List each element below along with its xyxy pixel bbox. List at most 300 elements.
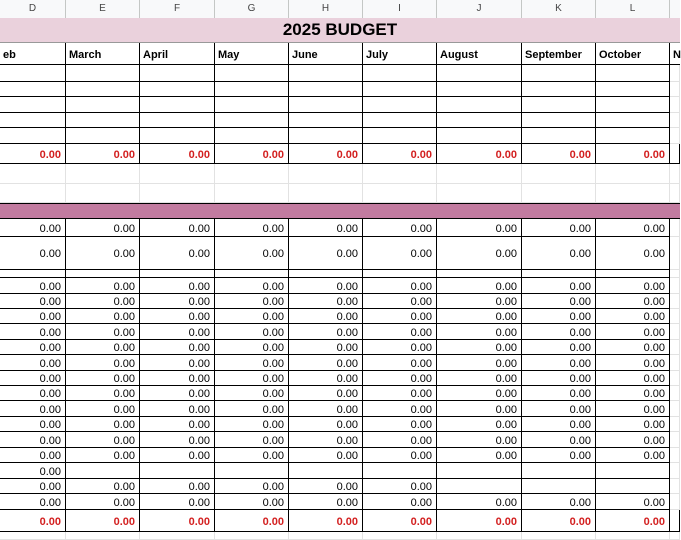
budget-cell[interactable] xyxy=(522,97,596,113)
budget-cell[interactable] xyxy=(215,65,289,82)
budget-cell[interactable]: 0.00 xyxy=(215,340,289,355)
budget-cell[interactable]: 0.00 xyxy=(289,448,363,463)
budget-cell[interactable] xyxy=(596,270,670,278)
column-letter-i[interactable]: I xyxy=(363,0,437,18)
budget-cell[interactable] xyxy=(670,463,680,479)
budget-cell[interactable] xyxy=(215,113,289,128)
budget-cell[interactable]: 0.00 xyxy=(66,355,140,371)
budget-cell[interactable]: 0.00 xyxy=(140,237,215,270)
budget-cell[interactable]: 0.00 xyxy=(215,278,289,294)
budget-cell[interactable] xyxy=(289,184,363,203)
budget-cell[interactable] xyxy=(670,144,680,164)
budget-cell[interactable] xyxy=(670,97,680,113)
budget-cell[interactable]: 0.00 xyxy=(140,340,215,355)
budget-cell[interactable] xyxy=(670,113,680,128)
budget-cell[interactable]: 0.00 xyxy=(596,417,670,432)
budget-cell[interactable]: 0.00 xyxy=(596,309,670,324)
month-header[interactable]: June xyxy=(289,43,363,65)
month-header[interactable]: N xyxy=(670,43,680,65)
budget-cell[interactable] xyxy=(522,113,596,128)
budget-cell[interactable] xyxy=(437,270,522,278)
month-header[interactable]: October xyxy=(596,43,670,65)
month-header[interactable]: May xyxy=(215,43,289,65)
budget-cell[interactable] xyxy=(670,65,680,82)
budget-cell[interactable]: 0.00 xyxy=(289,432,363,448)
budget-cell[interactable]: 0.00 xyxy=(522,448,596,463)
budget-cell[interactable]: 0.00 xyxy=(66,324,140,340)
budget-cell[interactable]: 0.00 xyxy=(140,294,215,309)
budget-cell[interactable] xyxy=(670,355,680,371)
budget-cell[interactable] xyxy=(670,82,680,97)
budget-cell[interactable]: 0.00 xyxy=(522,432,596,448)
budget-cell[interactable]: 0.00 xyxy=(522,324,596,340)
budget-cell[interactable]: 0.00 xyxy=(66,340,140,355)
budget-cell[interactable]: 0.00 xyxy=(140,510,215,532)
budget-cell[interactable]: 0.00 xyxy=(140,278,215,294)
budget-cell[interactable]: 0.00 xyxy=(522,219,596,237)
budget-cell[interactable]: 0.00 xyxy=(596,371,670,386)
budget-cell[interactable]: 0.00 xyxy=(140,494,215,510)
budget-cell[interactable]: 0.00 xyxy=(596,494,670,510)
budget-cell[interactable] xyxy=(66,113,140,128)
budget-cell[interactable]: 0.00 xyxy=(66,479,140,494)
budget-cell[interactable]: 0.00 xyxy=(140,309,215,324)
budget-cell[interactable] xyxy=(66,164,140,184)
budget-cell[interactable] xyxy=(437,113,522,128)
budget-cell[interactable] xyxy=(596,128,670,144)
budget-cell[interactable]: 0.00 xyxy=(596,144,670,164)
budget-cell[interactable]: 0.00 xyxy=(596,278,670,294)
budget-cell[interactable]: 0.00 xyxy=(437,219,522,237)
budget-cell[interactable] xyxy=(215,128,289,144)
budget-cell[interactable]: 0.00 xyxy=(140,355,215,371)
budget-cell[interactable]: 0.00 xyxy=(437,371,522,386)
budget-cell[interactable]: 0.00 xyxy=(363,278,437,294)
budget-cell[interactable] xyxy=(522,164,596,184)
budget-cell[interactable] xyxy=(140,532,215,540)
budget-cell[interactable] xyxy=(289,164,363,184)
budget-cell[interactable] xyxy=(289,128,363,144)
budget-cell[interactable]: 0.00 xyxy=(522,294,596,309)
budget-cell[interactable] xyxy=(66,65,140,82)
budget-cell[interactable]: 0.00 xyxy=(215,494,289,510)
budget-cell[interactable] xyxy=(670,417,680,432)
budget-cell[interactable]: 0.00 xyxy=(363,386,437,401)
budget-cell[interactable]: 0.00 xyxy=(66,432,140,448)
column-letter-d[interactable]: D xyxy=(0,0,66,18)
budget-cell[interactable]: 0.00 xyxy=(0,386,66,401)
budget-cell[interactable]: 0.00 xyxy=(215,479,289,494)
column-letter-j[interactable]: J xyxy=(437,0,522,18)
budget-cell[interactable]: 0.00 xyxy=(522,355,596,371)
budget-cell[interactable] xyxy=(437,479,522,494)
budget-cell[interactable] xyxy=(596,65,670,82)
budget-cell[interactable] xyxy=(289,97,363,113)
budget-cell[interactable]: 0.00 xyxy=(140,417,215,432)
month-header[interactable]: August xyxy=(437,43,522,65)
budget-cell[interactable]: 0.00 xyxy=(215,386,289,401)
column-letter-k[interactable]: K xyxy=(522,0,596,18)
month-header[interactable]: April xyxy=(140,43,215,65)
budget-cell[interactable]: 0.00 xyxy=(363,324,437,340)
budget-cell[interactable]: 0.00 xyxy=(437,144,522,164)
budget-cell[interactable]: 0.00 xyxy=(522,278,596,294)
budget-cell[interactable]: 0.00 xyxy=(596,355,670,371)
budget-cell[interactable]: 0.00 xyxy=(289,309,363,324)
budget-cell[interactable] xyxy=(215,184,289,203)
budget-cell[interactable]: 0.00 xyxy=(140,479,215,494)
budget-cell[interactable] xyxy=(66,82,140,97)
budget-cell[interactable]: 0.00 xyxy=(0,294,66,309)
budget-cell[interactable] xyxy=(363,463,437,479)
budget-cell[interactable]: 0.00 xyxy=(437,417,522,432)
budget-cell[interactable] xyxy=(0,532,66,540)
budget-cell[interactable]: 0.00 xyxy=(66,494,140,510)
month-header[interactable]: eb xyxy=(0,43,66,65)
budget-cell[interactable] xyxy=(670,494,680,510)
budget-cell[interactable]: 0.00 xyxy=(596,401,670,417)
budget-cell[interactable] xyxy=(215,270,289,278)
column-letter-e[interactable]: E xyxy=(66,0,140,18)
budget-cell[interactable] xyxy=(66,532,140,540)
budget-cell[interactable] xyxy=(437,82,522,97)
budget-cell[interactable] xyxy=(596,113,670,128)
budget-cell[interactable]: 0.00 xyxy=(215,324,289,340)
budget-cell[interactable] xyxy=(670,432,680,448)
budget-cell[interactable]: 0.00 xyxy=(522,237,596,270)
budget-cell[interactable]: 0.00 xyxy=(363,309,437,324)
budget-cell[interactable]: 0.00 xyxy=(66,386,140,401)
budget-cell[interactable] xyxy=(670,401,680,417)
budget-cell[interactable]: 0.00 xyxy=(0,324,66,340)
budget-cell[interactable] xyxy=(140,184,215,203)
budget-cell[interactable] xyxy=(0,164,66,184)
budget-cell[interactable]: 0.00 xyxy=(363,479,437,494)
budget-cell[interactable] xyxy=(670,128,680,144)
budget-cell[interactable]: 0.00 xyxy=(437,294,522,309)
budget-cell[interactable]: 0.00 xyxy=(289,386,363,401)
budget-cell[interactable] xyxy=(363,97,437,113)
budget-cell[interactable]: 0.00 xyxy=(215,309,289,324)
budget-cell[interactable] xyxy=(140,82,215,97)
column-letter-f[interactable]: F xyxy=(140,0,215,18)
budget-cell[interactable]: 0.00 xyxy=(140,371,215,386)
budget-cell[interactable]: 0.00 xyxy=(289,237,363,270)
budget-cell[interactable]: 0.00 xyxy=(437,510,522,532)
budget-cell[interactable]: 0.00 xyxy=(522,340,596,355)
budget-cell[interactable]: 0.00 xyxy=(363,355,437,371)
budget-cell[interactable]: 0.00 xyxy=(289,355,363,371)
budget-cell[interactable] xyxy=(670,532,680,540)
budget-cell[interactable]: 0.00 xyxy=(0,278,66,294)
column-letter-l[interactable]: L xyxy=(596,0,670,18)
budget-cell[interactable]: 0.00 xyxy=(0,432,66,448)
budget-cell[interactable] xyxy=(522,270,596,278)
budget-cell[interactable] xyxy=(363,184,437,203)
budget-cell[interactable]: 0.00 xyxy=(437,237,522,270)
budget-cell[interactable] xyxy=(0,184,66,203)
budget-cell[interactable]: 0.00 xyxy=(215,448,289,463)
budget-cell[interactable] xyxy=(670,448,680,463)
budget-cell[interactable]: 0.00 xyxy=(522,510,596,532)
budget-cell[interactable]: 0.00 xyxy=(289,278,363,294)
budget-cell[interactable] xyxy=(437,164,522,184)
budget-cell[interactable]: 0.00 xyxy=(140,219,215,237)
budget-cell[interactable] xyxy=(670,294,680,309)
budget-cell[interactable] xyxy=(215,82,289,97)
budget-cell[interactable]: 0.00 xyxy=(522,371,596,386)
budget-cell[interactable] xyxy=(140,164,215,184)
budget-cell[interactable] xyxy=(0,97,66,113)
budget-cell[interactable]: 0.00 xyxy=(0,355,66,371)
budget-cell[interactable] xyxy=(289,463,363,479)
budget-cell[interactable]: 0.00 xyxy=(289,219,363,237)
budget-cell[interactable] xyxy=(363,164,437,184)
budget-cell[interactable]: 0.00 xyxy=(363,448,437,463)
budget-cell[interactable] xyxy=(215,97,289,113)
budget-cell[interactable]: 0.00 xyxy=(596,386,670,401)
budget-cell[interactable]: 0.00 xyxy=(363,371,437,386)
budget-cell[interactable] xyxy=(0,82,66,97)
budget-cell[interactable]: 0.00 xyxy=(215,401,289,417)
budget-cell[interactable] xyxy=(522,128,596,144)
budget-cell[interactable] xyxy=(670,510,680,532)
budget-cell[interactable]: 0.00 xyxy=(437,401,522,417)
budget-cell[interactable]: 0.00 xyxy=(215,510,289,532)
budget-cell[interactable]: 0.00 xyxy=(363,401,437,417)
budget-cell[interactable]: 0.00 xyxy=(289,324,363,340)
budget-cell[interactable]: 0.00 xyxy=(66,309,140,324)
budget-cell[interactable]: 0.00 xyxy=(596,340,670,355)
month-header[interactable]: September xyxy=(522,43,596,65)
budget-title[interactable]: 2025 BUDGET xyxy=(0,18,680,43)
budget-cell[interactable] xyxy=(363,532,437,540)
budget-cell[interactable]: 0.00 xyxy=(363,340,437,355)
budget-cell[interactable] xyxy=(0,128,66,144)
budget-cell[interactable] xyxy=(140,65,215,82)
budget-cell[interactable]: 0.00 xyxy=(596,448,670,463)
budget-cell[interactable] xyxy=(66,128,140,144)
budget-cell[interactable]: 0.00 xyxy=(0,448,66,463)
budget-cell[interactable]: 0.00 xyxy=(0,237,66,270)
budget-cell[interactable] xyxy=(670,371,680,386)
budget-cell[interactable] xyxy=(670,309,680,324)
budget-cell[interactable]: 0.00 xyxy=(522,386,596,401)
budget-cell[interactable] xyxy=(0,65,66,82)
budget-cell[interactable]: 0.00 xyxy=(0,401,66,417)
budget-cell[interactable]: 0.00 xyxy=(215,237,289,270)
budget-cell[interactable]: 0.00 xyxy=(0,417,66,432)
budget-cell[interactable] xyxy=(670,270,680,278)
budget-cell[interactable] xyxy=(522,479,596,494)
budget-cell[interactable] xyxy=(670,219,680,237)
budget-cell[interactable] xyxy=(140,97,215,113)
budget-cell[interactable]: 0.00 xyxy=(140,432,215,448)
budget-cell[interactable] xyxy=(289,532,363,540)
budget-cell[interactable] xyxy=(596,97,670,113)
budget-cell[interactable]: 0.00 xyxy=(215,432,289,448)
budget-cell[interactable] xyxy=(522,532,596,540)
budget-cell[interactable]: 0.00 xyxy=(140,401,215,417)
budget-cell[interactable] xyxy=(140,270,215,278)
budget-cell[interactable]: 0.00 xyxy=(0,510,66,532)
budget-cell[interactable] xyxy=(437,97,522,113)
budget-cell[interactable]: 0.00 xyxy=(596,237,670,270)
budget-cell[interactable]: 0.00 xyxy=(363,494,437,510)
budget-cell[interactable] xyxy=(66,97,140,113)
budget-cell[interactable] xyxy=(670,479,680,494)
budget-cell[interactable] xyxy=(363,128,437,144)
budget-cell[interactable]: 0.00 xyxy=(0,479,66,494)
budget-cell[interactable]: 0.00 xyxy=(596,324,670,340)
month-header[interactable]: March xyxy=(66,43,140,65)
budget-cell[interactable]: 0.00 xyxy=(140,144,215,164)
budget-cell[interactable]: 0.00 xyxy=(437,340,522,355)
column-letter-h[interactable]: H xyxy=(289,0,363,18)
budget-cell[interactable] xyxy=(437,532,522,540)
budget-cell[interactable] xyxy=(363,113,437,128)
budget-cell[interactable]: 0.00 xyxy=(363,237,437,270)
budget-cell[interactable]: 0.00 xyxy=(363,510,437,532)
budget-cell[interactable]: 0.00 xyxy=(437,278,522,294)
budget-cell[interactable] xyxy=(596,82,670,97)
budget-cell[interactable]: 0.00 xyxy=(289,494,363,510)
budget-cell[interactable] xyxy=(289,65,363,82)
budget-cell[interactable]: 0.00 xyxy=(289,144,363,164)
budget-cell[interactable]: 0.00 xyxy=(140,386,215,401)
budget-cell[interactable]: 0.00 xyxy=(215,371,289,386)
budget-cell[interactable]: 0.00 xyxy=(0,340,66,355)
budget-cell[interactable] xyxy=(596,164,670,184)
budget-cell[interactable] xyxy=(437,463,522,479)
budget-cell[interactable]: 0.00 xyxy=(140,324,215,340)
budget-cell[interactable]: 0.00 xyxy=(289,294,363,309)
budget-cell[interactable]: 0.00 xyxy=(0,144,66,164)
budget-cell[interactable]: 0.00 xyxy=(215,294,289,309)
budget-cell[interactable] xyxy=(522,463,596,479)
budget-cell[interactable]: 0.00 xyxy=(66,219,140,237)
budget-cell[interactable] xyxy=(66,184,140,203)
budget-cell[interactable]: 0.00 xyxy=(437,309,522,324)
budget-cell[interactable]: 0.00 xyxy=(66,278,140,294)
budget-cell[interactable]: 0.00 xyxy=(437,448,522,463)
budget-cell[interactable]: 0.00 xyxy=(66,448,140,463)
budget-cell[interactable] xyxy=(140,463,215,479)
budget-cell[interactable] xyxy=(0,270,66,278)
budget-cell[interactable]: 0.00 xyxy=(363,219,437,237)
budget-cell[interactable]: 0.00 xyxy=(596,294,670,309)
budget-cell[interactable]: 0.00 xyxy=(289,340,363,355)
budget-cell[interactable] xyxy=(596,532,670,540)
budget-cell[interactable]: 0.00 xyxy=(0,219,66,237)
budget-cell[interactable]: 0.00 xyxy=(66,401,140,417)
budget-cell[interactable] xyxy=(437,184,522,203)
budget-cell[interactable] xyxy=(289,82,363,97)
budget-cell[interactable] xyxy=(437,65,522,82)
budget-cell[interactable] xyxy=(522,65,596,82)
budget-cell[interactable] xyxy=(363,82,437,97)
budget-cell[interactable]: 0.00 xyxy=(289,371,363,386)
budget-cell[interactable]: 0.00 xyxy=(522,494,596,510)
budget-cell[interactable]: 0.00 xyxy=(437,386,522,401)
budget-cell[interactable] xyxy=(522,82,596,97)
budget-cell[interactable] xyxy=(363,270,437,278)
budget-cell[interactable]: 0.00 xyxy=(522,309,596,324)
budget-cell[interactable]: 0.00 xyxy=(363,294,437,309)
budget-cell[interactable]: 0.00 xyxy=(215,355,289,371)
budget-cell[interactable]: 0.00 xyxy=(215,144,289,164)
budget-cell[interactable] xyxy=(140,128,215,144)
budget-cell[interactable]: 0.00 xyxy=(0,494,66,510)
budget-cell[interactable]: 0.00 xyxy=(66,237,140,270)
budget-cell[interactable]: 0.00 xyxy=(66,417,140,432)
budget-cell[interactable]: 0.00 xyxy=(66,371,140,386)
budget-cell[interactable]: 0.00 xyxy=(140,448,215,463)
budget-cell[interactable]: 0.00 xyxy=(215,417,289,432)
budget-cell[interactable] xyxy=(215,164,289,184)
budget-cell[interactable]: 0.00 xyxy=(66,144,140,164)
budget-cell[interactable]: 0.00 xyxy=(0,463,66,479)
budget-cell[interactable] xyxy=(670,340,680,355)
budget-cell[interactable] xyxy=(215,532,289,540)
budget-cell[interactable]: 0.00 xyxy=(596,432,670,448)
budget-cell[interactable]: 0.00 xyxy=(363,144,437,164)
budget-cell[interactable]: 0.00 xyxy=(289,417,363,432)
budget-cell[interactable]: 0.00 xyxy=(522,401,596,417)
budget-cell[interactable] xyxy=(670,237,680,270)
budget-cell[interactable]: 0.00 xyxy=(66,510,140,532)
budget-cell[interactable] xyxy=(289,113,363,128)
budget-cell[interactable]: 0.00 xyxy=(289,479,363,494)
budget-cell[interactable]: 0.00 xyxy=(596,219,670,237)
budget-cell[interactable] xyxy=(670,184,680,203)
budget-cell[interactable] xyxy=(215,463,289,479)
budget-cell[interactable] xyxy=(66,463,140,479)
budget-cell[interactable] xyxy=(596,479,670,494)
budget-cell[interactable]: 0.00 xyxy=(522,417,596,432)
budget-cell[interactable] xyxy=(522,184,596,203)
budget-cell[interactable]: 0.00 xyxy=(437,355,522,371)
budget-cell[interactable]: 0.00 xyxy=(66,294,140,309)
budget-cell[interactable] xyxy=(289,270,363,278)
budget-cell[interactable] xyxy=(140,113,215,128)
budget-cell[interactable]: 0.00 xyxy=(437,494,522,510)
budget-cell[interactable]: 0.00 xyxy=(215,219,289,237)
column-letter-g[interactable]: G xyxy=(215,0,289,18)
budget-cell[interactable]: 0.00 xyxy=(289,510,363,532)
budget-cell[interactable] xyxy=(670,324,680,340)
month-header[interactable]: July xyxy=(363,43,437,65)
budget-cell[interactable]: 0.00 xyxy=(522,144,596,164)
budget-cell[interactable] xyxy=(437,128,522,144)
budget-cell[interactable] xyxy=(66,270,140,278)
budget-cell[interactable] xyxy=(363,65,437,82)
budget-cell[interactable]: 0.00 xyxy=(289,401,363,417)
budget-cell[interactable]: 0.00 xyxy=(437,432,522,448)
budget-cell[interactable] xyxy=(0,113,66,128)
budget-cell[interactable] xyxy=(670,386,680,401)
budget-cell[interactable]: 0.00 xyxy=(363,432,437,448)
budget-cell[interactable] xyxy=(596,463,670,479)
budget-cell[interactable] xyxy=(670,278,680,294)
budget-cell[interactable]: 0.00 xyxy=(363,417,437,432)
budget-cell[interactable]: 0.00 xyxy=(437,324,522,340)
budget-cell[interactable]: 0.00 xyxy=(0,371,66,386)
budget-cell[interactable]: 0.00 xyxy=(596,510,670,532)
budget-cell[interactable] xyxy=(596,184,670,203)
budget-cell[interactable] xyxy=(670,164,680,184)
budget-cell[interactable]: 0.00 xyxy=(0,309,66,324)
